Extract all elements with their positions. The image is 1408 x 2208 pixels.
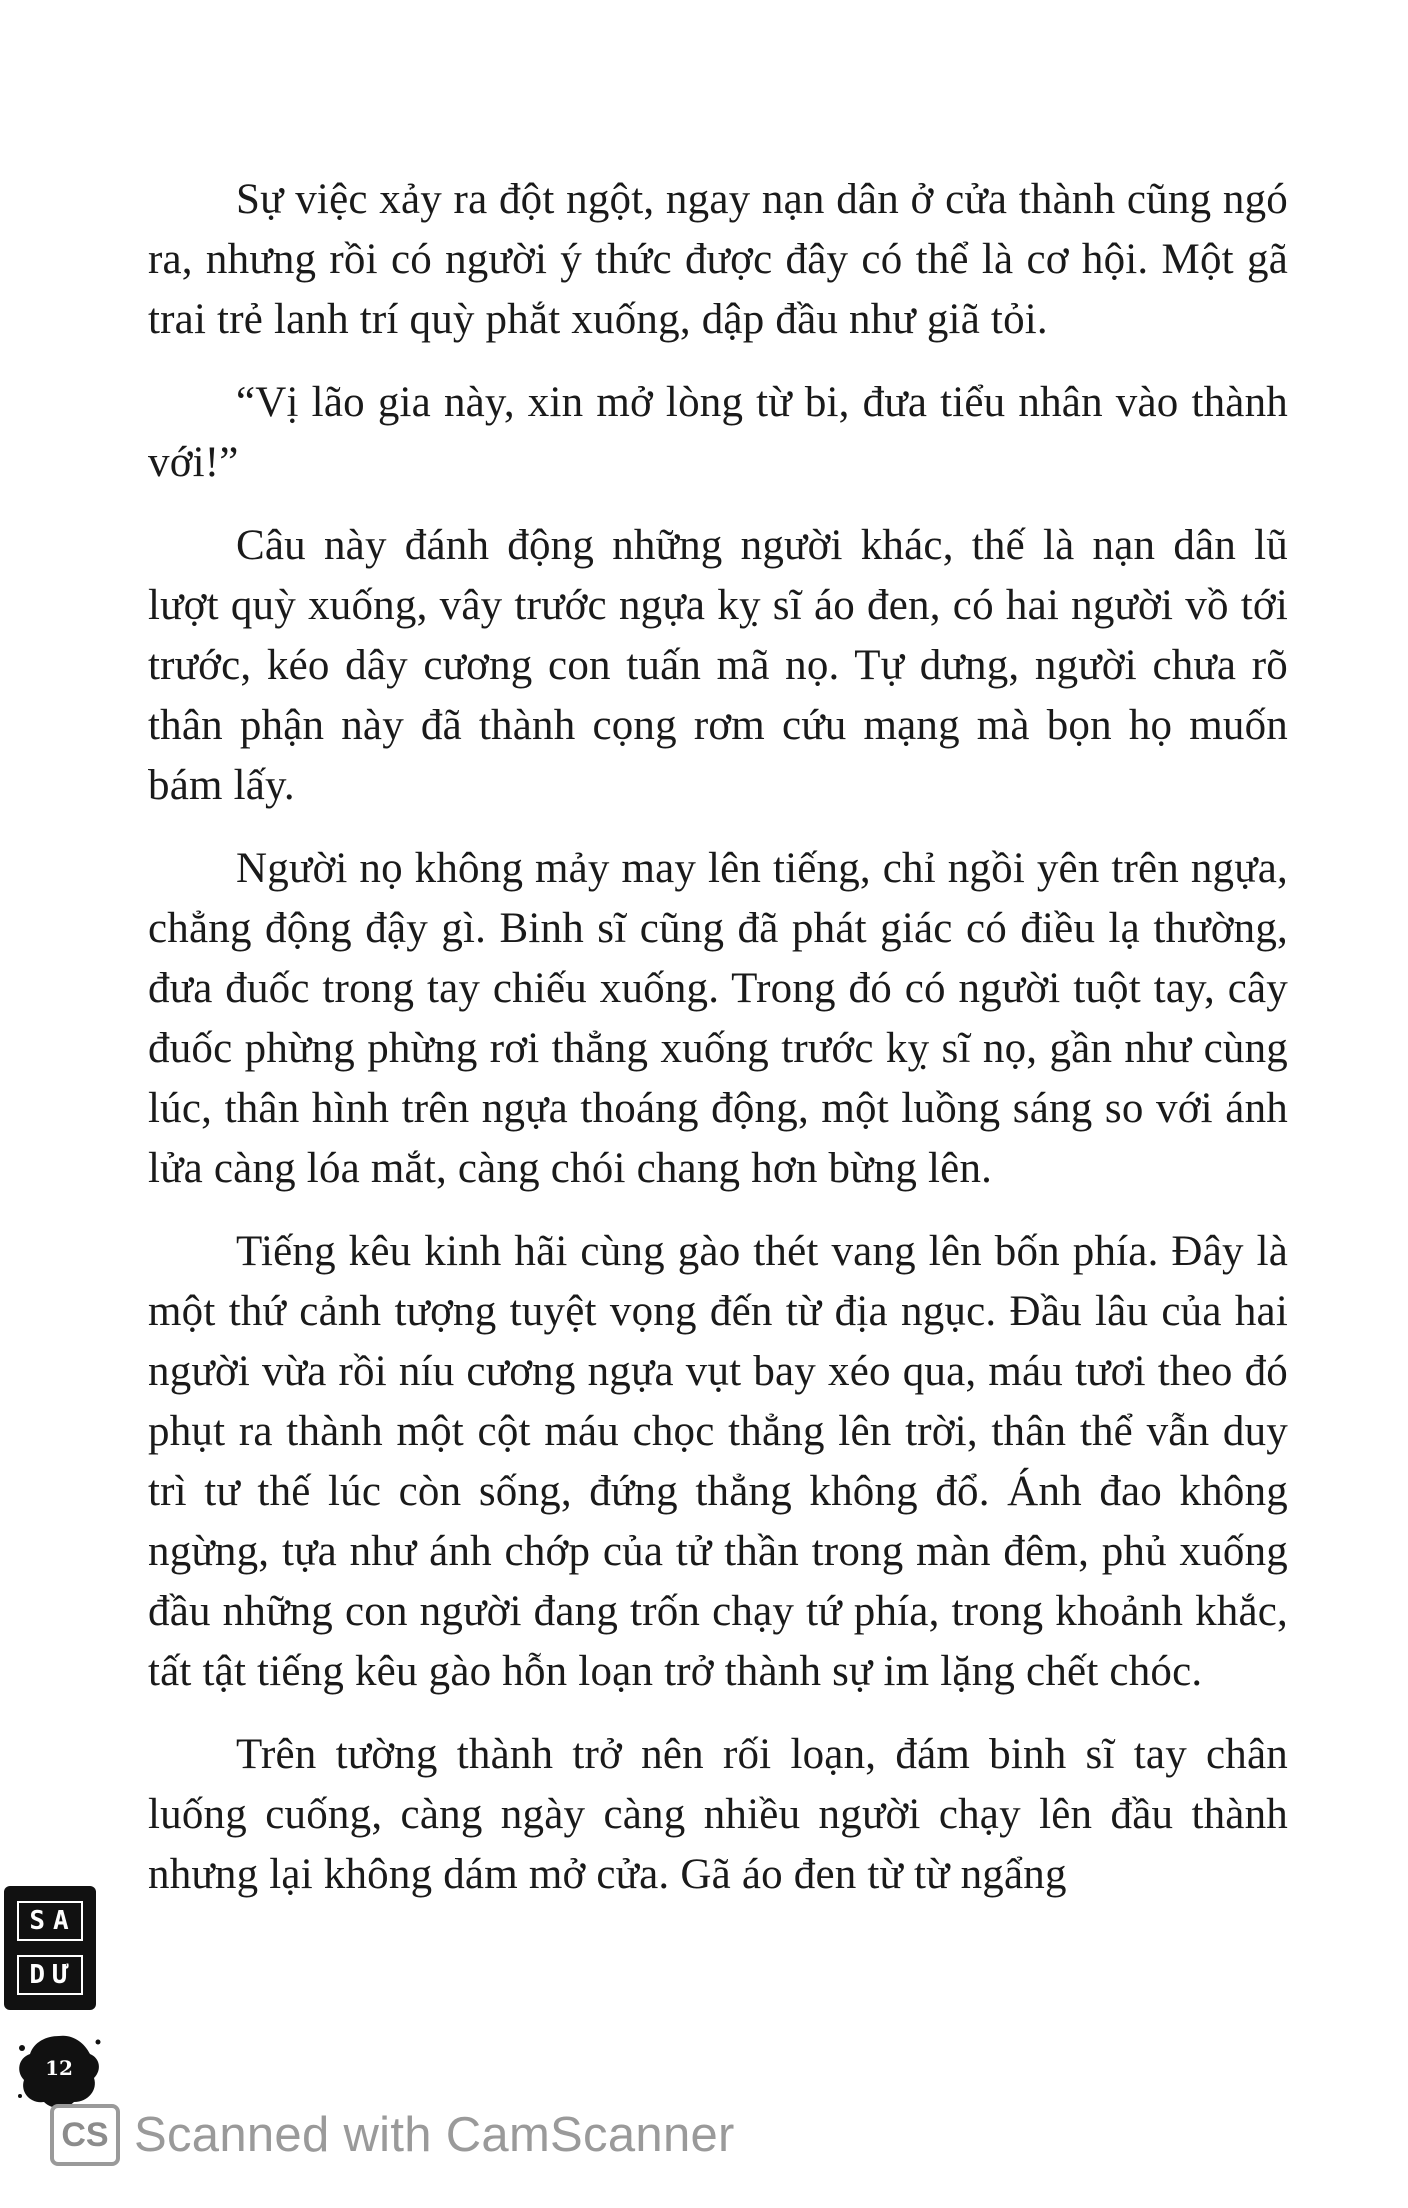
paragraph-2: “Vị lão gia này, xin mở lòng từ bi, đưa tiểu nhân vào thành với!” [148,379,1288,486]
camscanner-icon: CS [50,2104,120,2166]
logo-line-1: SA [17,1901,82,1941]
publisher-logo [4,1886,96,2010]
paragraph-6: Trên tường thành trở nên rối loạn, đám binh sĩ tay chân luống cuống, càng ngày càng nhiều người chạy lên đầu thành nhưng lại không dám mở cửa. Gã áo đen từ từ ngẩng [148,1731,1288,1898]
paragraph-3: Câu này đánh động những người khác, thế là nạn dân lũ lượt quỳ xuống, vây trước ngựa kỵ sĩ áo đen, có hai người vồ tới trước, kéo dây cương con tuấn mã nọ. Tự dưng, người chưa rõ thân phận này đã thành cọng rơm cứu mạng mà bọn họ muốn bám lấy. [148,522,1288,809]
logo-line-2: DƯ [17,1955,82,1995]
camscanner-watermark [50,2100,735,2170]
watermark-text: Scanned with CamScanner [134,2108,735,2162]
paragraph-1: Sự việc xảy ra đột ngột, ngay nạn dân ở cửa thành cũng ngó ra, nhưng rồi có người ý thức được đây có thể là cơ hội. Một gã trai trẻ lanh trí quỳ phắt xuống, dập đầu như giã tỏi. [148,176,1288,343]
paragraph-5: Tiếng kêu kinh hãi cùng gào thét vang lên bốn phía. Đây là một thứ cảnh tượng tuyệt vọng đến từ địa ngục. Đầu lâu của hai người vừa rồi níu cương ngựa vụt bay xéo qua, máu tươi theo đó phụt ra thành một cột máu chọc thẳng lên trời, thân thể vẫn duy trì tư thế lúc còn sống, đứng thẳng không đổ. Ánh đao không ngừng, tựa như ánh chớp của tử thần trong màn đêm, phủ xuống đầu những con người đang trốn chạy tứ phía, trong khoảnh khắc, tất tật tiếng kêu gào hỗn loạn trở thành sự im lặng chết chóc. [148,1228,1288,1695]
body-text [148,170,1288,1928]
paragraph-4: Người nọ không mảy may lên tiếng, chỉ ngồi yên trên ngựa, chẳng động đậy gì. Binh sĩ cũng đã phát giác có điều lạ thường, đưa đuốc trong tay chiếu xuống. Trong đó có người tuột tay, cây đuốc phừng phừng rơi thẳng xuống trước kỵ sĩ nọ, gần như cùng lúc, thân hình trên ngựa thoáng động, một luồng sáng so với ánh lửa càng lóa mắt, càng chói chang hơn bừng lên. [148,845,1288,1192]
page-number: 12 [45,2056,73,2080]
